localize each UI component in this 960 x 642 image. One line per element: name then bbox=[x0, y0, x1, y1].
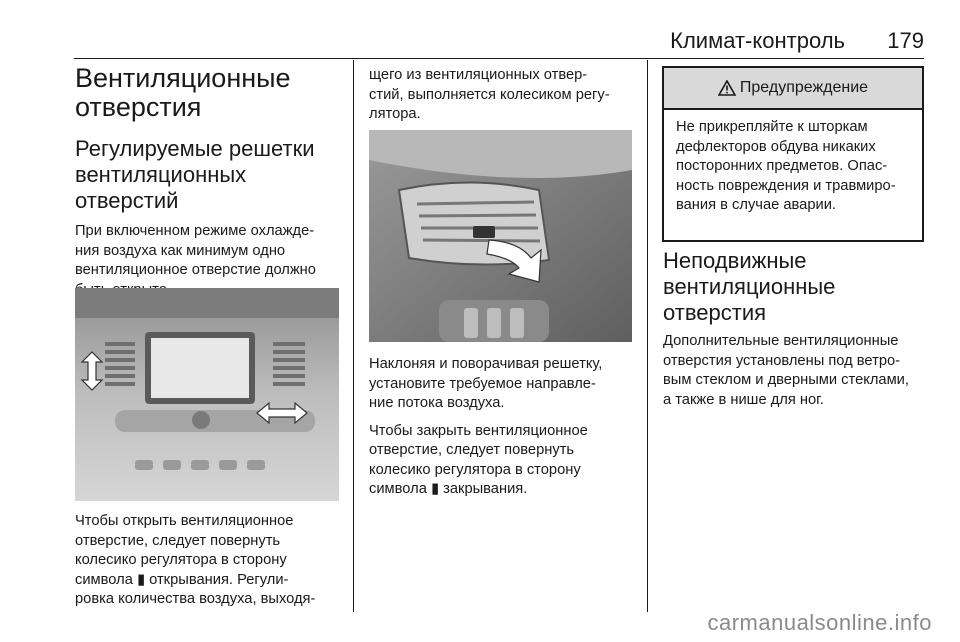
paragraph-additional-vents: Дополнительные вентиляционные отверстия установлены под ветро‐ вым стеклом и дверными стеклами, а также в нише для ног. bbox=[663, 333, 909, 408]
paragraph-open-vent: Чтобы открыть вентиляционное отверстие, следует повернуть колесико регулятора в сторону символа ▮ открывания. Регули‐ ровка количества воздуха, выходя‐ bbox=[75, 513, 316, 607]
side-vent-illustration bbox=[369, 130, 632, 342]
warning-title: Предупреждение bbox=[739, 79, 869, 96]
warning-triangle-icon bbox=[718, 80, 736, 96]
footer-watermark: carmanualsonline.info bbox=[707, 610, 932, 635]
paragraph-close-vent: Чтобы закрыть вентиляционное отверстие, следует повернуть колесико регулятора в сторону символа ▮ закрывания. bbox=[369, 422, 588, 497]
column-2 bbox=[369, 66, 637, 125]
column-1-lower bbox=[75, 512, 345, 610]
paragraph-continued: щего из вентиляционных отвер‐ стий, выполняется колесиком регу‐ лятора. bbox=[369, 67, 610, 122]
subheading-fixed-vents: Неподвижные вентиляционные отверстия bbox=[663, 248, 836, 325]
paragraph-cooling: При включенном режиме охлажде‐ ния воздуха как минимум одно вентиляционное отверстие должно bbox=[75, 223, 316, 278]
dashboard-vents-illustration bbox=[75, 288, 339, 501]
warning-text: Не прикрепляйте к шторкам дефлекторов обдува никаких посторонних предметов. Опас‐ ность повреждения и травмиро‐ вания в случае аварии. bbox=[676, 119, 896, 213]
column-1 bbox=[75, 64, 345, 300]
header-divider bbox=[74, 58, 924, 59]
subheading-adjustable-vents: Регулируемые решетки вентиляционных отверстий bbox=[75, 136, 315, 213]
dashboard-vents-photo bbox=[75, 288, 339, 501]
column-3 bbox=[663, 248, 925, 410]
main-heading: Вентиляционные отверстия bbox=[75, 63, 291, 122]
side-vent-photo bbox=[369, 130, 632, 342]
section-title: Климат-контроль bbox=[670, 28, 845, 53]
column-2-lower bbox=[369, 355, 637, 500]
warning-box bbox=[662, 66, 924, 242]
paragraph-tilt-rotate: Наклоняя и поворачивая решетку, установите требуемое направле‐ ние потока воздуха. bbox=[369, 356, 603, 411]
page-number: 179 bbox=[887, 28, 924, 53]
warning-header bbox=[664, 68, 922, 110]
column-divider-1 bbox=[353, 60, 354, 612]
column-divider-2 bbox=[647, 60, 648, 612]
